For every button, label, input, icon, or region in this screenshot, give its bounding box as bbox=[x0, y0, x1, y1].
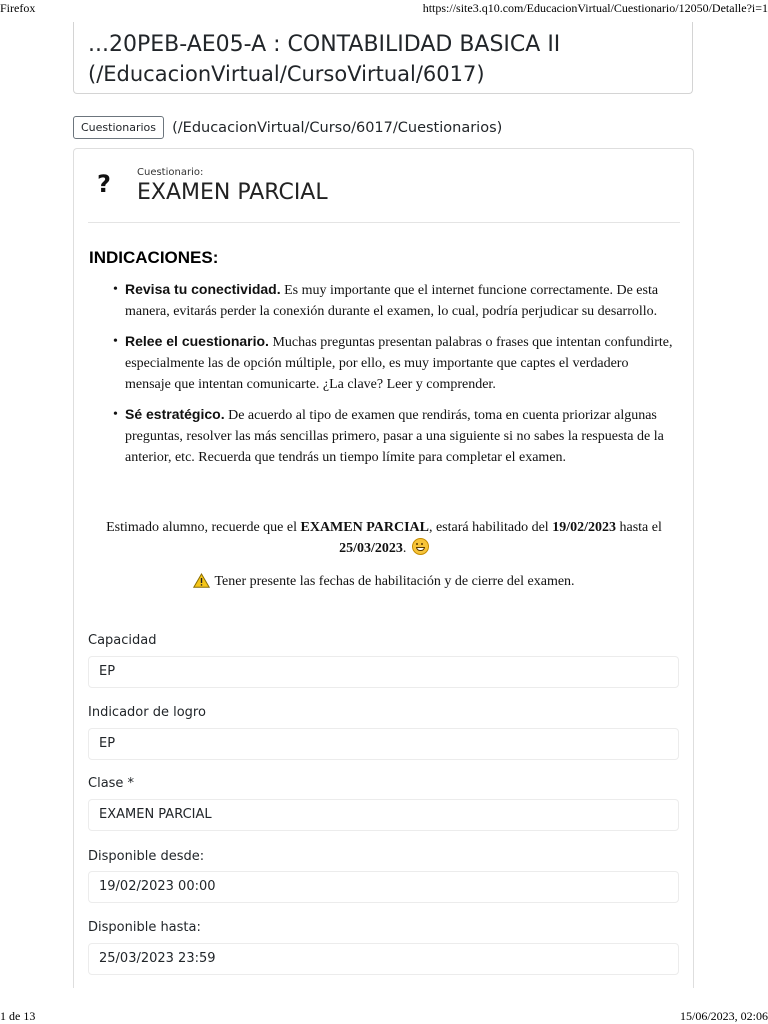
availability-notice bbox=[88, 517, 680, 559]
print-page-number: 1 de 13 bbox=[0, 1009, 36, 1023]
list-item-lead: Revisa tu conectividad. bbox=[125, 281, 281, 297]
indicaciones-list bbox=[125, 279, 675, 477]
list-item bbox=[125, 279, 675, 322]
capacidad-label: Capacidad bbox=[88, 633, 157, 648]
list-item-lead: Sé estratégico. bbox=[125, 406, 225, 422]
clase-field[interactable] bbox=[88, 799, 679, 831]
notice-text: , estará habilitado del bbox=[428, 520, 553, 535]
indicador-field[interactable] bbox=[88, 728, 679, 760]
page-title: EXAMEN PARCIAL bbox=[137, 180, 328, 205]
course-link-path[interactable]: (/EducacionVirtual/CursoVirtual/6017) bbox=[88, 62, 485, 86]
list-item-lead: Relee el cuestionario. bbox=[125, 333, 269, 349]
warning-icon bbox=[193, 573, 210, 588]
print-url: https://site3.q10.com/EducacionVirtual/Cuestionario/12050/Detalle?i=1 bbox=[422, 1, 768, 15]
course-card bbox=[73, 22, 693, 94]
warning-text: Tener presente las fechas de habilitación y de cierre del examen. bbox=[214, 574, 575, 589]
quiz-caption: Cuestionario: bbox=[137, 167, 204, 178]
list-item-text: De acuerdo al tipo de examen que rendirás, toma en cuenta priorizar algunas preguntas, resolver las más sencillas primero, pasar a una siguiente si no sabes la respuesta de la anterior, etc. Recuerda que tendrás un tiempo límite para completar el examen. bbox=[125, 408, 664, 465]
desde-field[interactable] bbox=[88, 871, 679, 903]
notice-exam-name: EXAMEN PARCIAL bbox=[300, 520, 429, 535]
notice-date-from: 19/02/2023 bbox=[552, 520, 616, 535]
notice-date-to: 25/03/2023 bbox=[339, 541, 403, 556]
print-app-name: Firefox bbox=[0, 1, 36, 15]
hasta-label: Disponible hasta: bbox=[88, 920, 201, 935]
capacidad-field[interactable] bbox=[88, 656, 679, 688]
cuestionarios-link-path[interactable]: (/EducacionVirtual/Curso/6017/Cuestionarios) bbox=[172, 119, 503, 136]
indicaciones-heading: INDICACIONES: bbox=[89, 248, 219, 267]
list-item bbox=[125, 404, 675, 468]
print-datetime: 15/06/2023, 02:06 bbox=[679, 1009, 768, 1023]
print-footer bbox=[0, 1008, 768, 1024]
grinning-face-icon bbox=[412, 538, 429, 555]
cuestionarios-button[interactable]: Cuestionarios bbox=[73, 116, 164, 139]
list-item bbox=[125, 331, 675, 395]
question-mark-icon: ? bbox=[97, 170, 111, 198]
clase-label: Clase * bbox=[88, 776, 135, 791]
desde-value: 19/02/2023 00:00 bbox=[99, 879, 216, 894]
list-item-text: Muchas preguntas presentan palabras o frases que intentan confundirte, especialmente las de opción múltiple, por ello, es muy importante que captes el verdadero mensaje que intentan comunicarte. ¿La clave? Leer y comprender. bbox=[125, 335, 673, 392]
hasta-value: 25/03/2023 23:59 bbox=[99, 951, 216, 966]
indicador-label: Indicador de logro bbox=[88, 705, 206, 720]
indicador-value: EP bbox=[99, 736, 116, 751]
desde-label: Disponible desde: bbox=[88, 849, 205, 864]
capacidad-value: EP bbox=[99, 664, 116, 679]
print-header bbox=[0, 0, 768, 16]
notice-text: . bbox=[402, 541, 407, 556]
notice-text: Estimado alumno, recuerde que el bbox=[106, 520, 301, 535]
warning-notice bbox=[88, 572, 680, 592]
breadcrumb bbox=[73, 116, 502, 140]
hasta-field[interactable] bbox=[88, 943, 679, 975]
course-title: ...20PEB-AE05-A : CONTABILIDAD BASICA II bbox=[88, 32, 561, 57]
notice-text: hasta el bbox=[615, 520, 662, 535]
clase-value: EXAMEN PARCIAL bbox=[99, 807, 212, 822]
list-item-text: Es muy importante que el internet funcione correctamente. De esta manera, evitarás perder la conexión durante el examen, lo cual, podría perjudicar su desarrollo. bbox=[125, 283, 659, 319]
divider bbox=[88, 222, 680, 223]
